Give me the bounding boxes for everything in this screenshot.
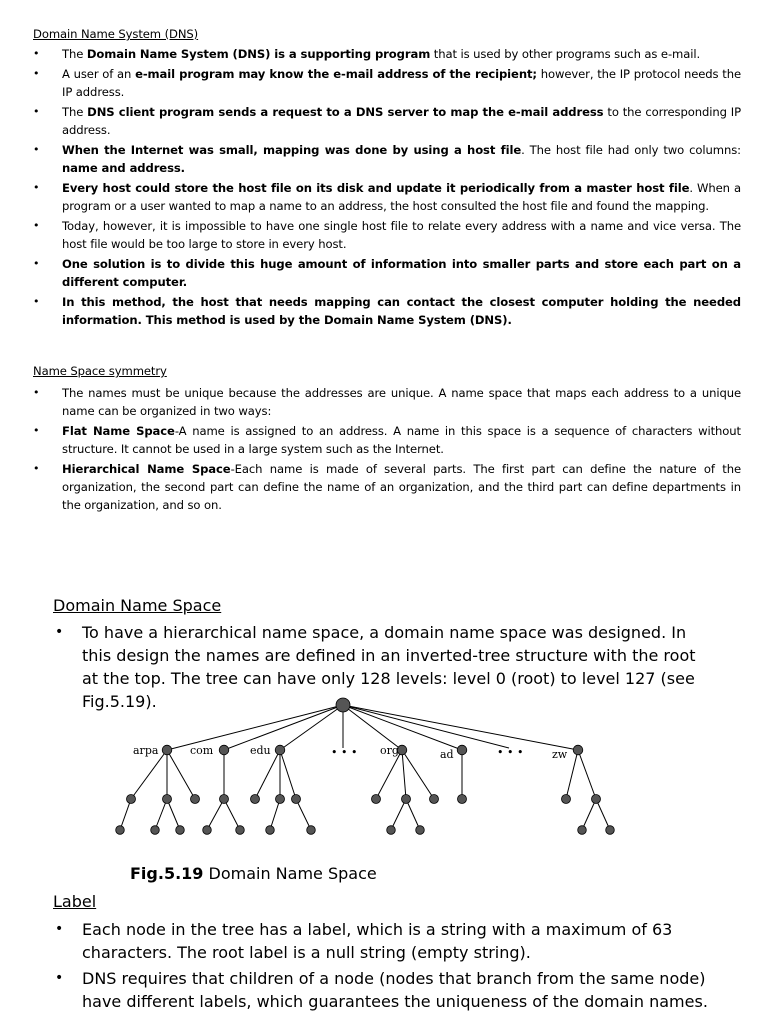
bullet-icon: • [33, 105, 40, 118]
tree-node-zw [573, 745, 583, 755]
tree-edge [343, 705, 509, 748]
tree-edge [343, 705, 578, 750]
bullet-icon: • [33, 47, 40, 60]
tree-edge [406, 799, 420, 830]
text: The names must be unique because the addresses are unique. A name space that maps each address to a unique name can be organized in two ways: [62, 386, 741, 418]
bullet-icon: • [55, 970, 64, 986]
tree-node [236, 826, 245, 835]
list-item [33, 65, 741, 101]
list-item [33, 179, 741, 215]
tree-edge [391, 799, 406, 830]
text: that is used by other programs such as e-mail. [430, 47, 701, 61]
tree-label-arpa: arpa [133, 744, 159, 757]
tree-node [151, 826, 160, 835]
text: DNS requires that children of a node (nodes that branch from the same node) have different labels, which guarantees the uniqueness of the domain names. [82, 969, 708, 1011]
list-item [33, 217, 741, 253]
bullet-icon: • [33, 181, 40, 194]
heading-dns: Domain Name System (DNS) [33, 27, 199, 41]
list-item [53, 967, 713, 1013]
list-item [33, 293, 741, 329]
tree-node [458, 795, 467, 804]
tree-edge [131, 750, 167, 799]
text: To have a hierarchical name space, a domain name space was designed. In this design the names are defined in an inverted-tree structure with the root at the top. The tree can have only 128 levels: level 0 (root) to level 127 (see Fig.5.19). [82, 623, 696, 711]
label-bullet-list [53, 918, 713, 1016]
text: . When a program or a user wanted to map a name to an address, the host consulted the host file and found the mapping. [62, 181, 741, 213]
bullet-icon: • [33, 143, 40, 156]
tree-edge [296, 799, 311, 830]
tree-node [276, 795, 285, 804]
heading-domain-name-space: Domain Name Space [53, 596, 222, 615]
tree-edge [280, 705, 343, 750]
list-item [53, 918, 713, 964]
tree-edge [120, 799, 131, 830]
tree-label-org: org [380, 744, 399, 757]
bullet-icon: • [33, 219, 40, 232]
bullet-icon: • [33, 462, 40, 475]
tree-node [402, 795, 411, 804]
tree-node [562, 795, 571, 804]
root-node [336, 698, 350, 712]
list-item [33, 460, 741, 514]
tree-node-ad [457, 745, 467, 755]
heading-label: Label [53, 892, 97, 911]
tree-node [127, 795, 136, 804]
tree-node [592, 795, 601, 804]
list-item [33, 255, 741, 291]
tree-node [176, 826, 185, 835]
ellipsis: • • • [331, 746, 358, 759]
text: Each node in the tree has a label, which is a string with a maximum of 63 characters. The root label is a null string (empty string). [82, 920, 673, 962]
tree-edge [402, 750, 406, 799]
tree-edge [280, 750, 296, 799]
bold-text: e-mail program may know the e-mail address of the recipient; [135, 67, 537, 81]
dns-bullet-list [33, 45, 741, 331]
bold-text: DNS client program sends a request to a DNS server to map the e-mail address [87, 105, 604, 119]
figure-title: Domain Name Space [203, 864, 377, 883]
text: Today, however, it is impossible to have one single host file to relate every address with a name and vice versa. The host file would be too large to store in every host. [62, 219, 741, 251]
tree-edge [343, 705, 462, 750]
bold-text: When the Internet was small, mapping was done by using a host file [62, 143, 522, 157]
tree-edge [255, 750, 280, 799]
bold-text: Every host could store the host file on its disk and update it periodically from a master host file [62, 181, 690, 195]
tree-node-edu [275, 745, 285, 755]
tree-label-ad: ad [440, 748, 454, 761]
tree-edge [566, 750, 578, 799]
figure-caption [130, 864, 377, 884]
bullet-icon: • [33, 67, 40, 80]
bold-text: In this method, the host that needs mapping can contact the closest computer holding the needed information. This method is used by the Domain Name System (DNS). [62, 295, 741, 327]
figure-number: Fig.5.19 [130, 864, 204, 883]
domain-name-space-tree-figure [0, 690, 768, 850]
tree-edge [582, 799, 596, 830]
tree-edge [167, 799, 180, 830]
text: The [62, 105, 88, 119]
bullet-icon: • [55, 624, 64, 640]
bullet-icon: • [33, 424, 40, 437]
bold-text: name and address. [62, 161, 185, 175]
tree-edge [207, 799, 224, 830]
tree-label-edu: edu [250, 744, 271, 757]
text: The [62, 47, 87, 61]
list-item [33, 45, 741, 63]
tree-node [220, 795, 229, 804]
tree-node [116, 826, 125, 835]
text: . The host file had only two columns: [521, 143, 741, 157]
tree-node [191, 795, 200, 804]
tree-node-com [219, 745, 229, 755]
text: -A name is assigned to an address. A name in this space is a sequence of characters without structure. It cannot be used in a large system such as the Internet. [62, 424, 741, 456]
list-item [33, 384, 741, 420]
text: A user of an [62, 67, 136, 81]
text: however, the IP protocol needs the IP address. [62, 67, 741, 99]
text: -Each name is made of several parts. The first part can define the nature of the organization, the second part can define the name of an organization, and the third part can define departments in the organization, and so on. [62, 462, 741, 512]
bullet-icon: • [55, 921, 64, 937]
tree-label-zw: zw [552, 748, 568, 761]
tree-label-com: com [190, 744, 214, 757]
tree-node [203, 826, 212, 835]
list-item [33, 141, 741, 177]
tree-edge [596, 799, 610, 830]
tree-edge [224, 799, 240, 830]
name-space-bullet-list [33, 384, 741, 516]
ellipsis: • • • [497, 746, 524, 759]
tree-node-arpa [162, 745, 172, 755]
tree-node [416, 826, 425, 835]
tree-node [266, 826, 275, 835]
tree-edge [155, 799, 167, 830]
bullet-icon: • [33, 386, 40, 399]
heading-name-space-symmetry: Name Space symmetry [33, 364, 167, 378]
tree-node [163, 795, 172, 804]
bold-text: Domain Name System (DNS) is a supporting program [86, 47, 431, 61]
tree-edge [376, 750, 402, 799]
text: to the corresponding IP address. [62, 105, 741, 137]
tree-edge [224, 705, 343, 750]
tree-node [292, 795, 301, 804]
tree-edge [167, 750, 195, 799]
tree-node [251, 795, 260, 804]
tree-node [606, 826, 615, 835]
tree-node [372, 795, 381, 804]
bold-text: Hierarchical Name Space [62, 462, 231, 476]
tree-edge [578, 750, 596, 799]
list-item [33, 422, 741, 458]
list-item [33, 103, 741, 139]
bullet-icon: • [33, 295, 40, 308]
bullet-icon: • [33, 257, 40, 270]
tree-node [430, 795, 439, 804]
tree-node [387, 826, 396, 835]
tree-node [578, 826, 587, 835]
tree-node [307, 826, 316, 835]
bold-text: Flat Name Space [62, 424, 175, 438]
bold-text: One solution is to divide this huge amount of information into smaller parts and store each part on a different computer. [62, 257, 741, 289]
tree-edge [402, 750, 434, 799]
